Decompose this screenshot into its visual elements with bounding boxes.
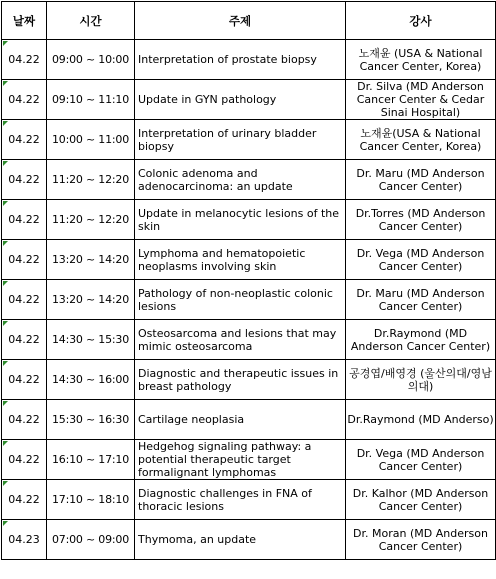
cell-topic: Osteosarcoma and lesions that may mimic osteosarcoma xyxy=(135,320,346,360)
cell-date: 04.22 xyxy=(2,320,47,360)
cell-topic: Update in GYN pathology xyxy=(135,80,346,120)
table-row xyxy=(2,40,496,80)
cell-lecturer: Dr.Raymond (MD Anderson Cancer Center) xyxy=(346,320,496,360)
table-row xyxy=(2,480,496,520)
cell-lecturer: Dr.Raymond (MD Anderso) xyxy=(346,400,496,440)
header-date: 날짜 xyxy=(2,2,47,40)
cell-topic: Hedgehog signaling pathway: a potential therapeutic target formalignant lymphomas xyxy=(135,440,346,480)
cell-topic: Cartilage neoplasia xyxy=(135,400,346,440)
table-row xyxy=(2,120,496,160)
cell-date: 04.22 xyxy=(2,80,47,120)
cell-date: 04.22 xyxy=(2,160,47,200)
cell-topic: Diagnostic challenges in FNA of thoracic lesions xyxy=(135,480,346,520)
cell-date: 04.22 xyxy=(2,360,47,400)
cell-date: 04.22 xyxy=(2,480,47,520)
cell-lecturer: Dr. Kalhor (MD Anderson Cancer Center) xyxy=(346,480,496,520)
cell-date: 04.22 xyxy=(2,280,47,320)
cell-date: 04.22 xyxy=(2,40,47,80)
header-lecturer: 강사 xyxy=(346,2,496,40)
table-header xyxy=(2,2,496,40)
cell-date: 04.22 xyxy=(2,240,47,280)
cell-lecturer: Dr. Silva (MD Anderson Cancer Center & Cedar Sinai Hospital) xyxy=(346,80,496,120)
cell-time: 13:20 ~ 14:20 xyxy=(47,280,135,320)
cell-lecturer: Dr. Maru (MD Anderson Cancer Center) xyxy=(346,280,496,320)
table-row xyxy=(2,240,496,280)
table-row xyxy=(2,280,496,320)
cell-time: 11:20 ~ 12:20 xyxy=(47,160,135,200)
cell-time: 14:30 ~ 16:00 xyxy=(47,360,135,400)
cell-time: 07:00 ~ 09:00 xyxy=(47,520,135,560)
cell-date: 04.22 xyxy=(2,440,47,480)
cell-topic: Pathology of non-neoplastic colonic lesions xyxy=(135,280,346,320)
cell-lecturer: Dr. Moran (MD Anderson Cancer Center) xyxy=(346,520,496,560)
cell-lecturer: 노재윤(USA & National Cancer Center, Korea) xyxy=(346,120,496,160)
cell-lecturer: Dr.Torres (MD Anderson Cancer Center) xyxy=(346,200,496,240)
cell-topic: Update in melanocytic lesions of the skin xyxy=(135,200,346,240)
cell-date: 04.22 xyxy=(2,200,47,240)
cell-time: 09:00 ~ 10:00 xyxy=(47,40,135,80)
header-row xyxy=(2,2,496,40)
cell-lecturer: Dr. Vega (MD Anderson Cancer Center) xyxy=(346,440,496,480)
cell-topic: Diagnostic and therapeutic issues in breast pathology xyxy=(135,360,346,400)
table-row xyxy=(2,320,496,360)
table-body xyxy=(2,40,496,560)
cell-topic: Interpretation of prostate biopsy xyxy=(135,40,346,80)
cell-lecturer: 노재윤 (USA & National Cancer Center, Korea) xyxy=(346,40,496,80)
cell-time: 15:30 ~ 16:30 xyxy=(47,400,135,440)
cell-topic: Interpretation of urinary bladder biopsy xyxy=(135,120,346,160)
cell-topic: Lymphoma and hematopoietic neoplasms involving skin xyxy=(135,240,346,280)
table-row xyxy=(2,360,496,400)
table-row xyxy=(2,400,496,440)
table-row xyxy=(2,80,496,120)
cell-date: 04.23 xyxy=(2,520,47,560)
cell-lecturer: 공경엽/배영경 (울산의대/영남의대) xyxy=(346,360,496,400)
cell-lecturer: Dr. Vega (MD Anderson Cancer Center) xyxy=(346,240,496,280)
cell-topic: Colonic adenoma and adenocarcinoma: an update xyxy=(135,160,346,200)
cell-time: 14:30 ~ 15:30 xyxy=(47,320,135,360)
cell-date: 04.22 xyxy=(2,120,47,160)
table-row xyxy=(2,520,496,560)
cell-date: 04.22 xyxy=(2,400,47,440)
table-row xyxy=(2,200,496,240)
header-time: 시간 xyxy=(47,2,135,40)
cell-topic: Thymoma, an update xyxy=(135,520,346,560)
cell-lecturer: Dr. Maru (MD Anderson Cancer Center) xyxy=(346,160,496,200)
cell-time: 13:20 ~ 14:20 xyxy=(47,240,135,280)
cell-time: 17:10 ~ 18:10 xyxy=(47,480,135,520)
cell-time: 11:20 ~ 12:20 xyxy=(47,200,135,240)
cell-time: 16:10 ~ 17:10 xyxy=(47,440,135,480)
lecture-schedule-table xyxy=(1,1,496,560)
table-row xyxy=(2,160,496,200)
table-row xyxy=(2,440,496,480)
cell-time: 09:10 ~ 11:10 xyxy=(47,80,135,120)
cell-time: 10:00 ~ 11:00 xyxy=(47,120,135,160)
header-topic: 주제 xyxy=(135,2,346,40)
